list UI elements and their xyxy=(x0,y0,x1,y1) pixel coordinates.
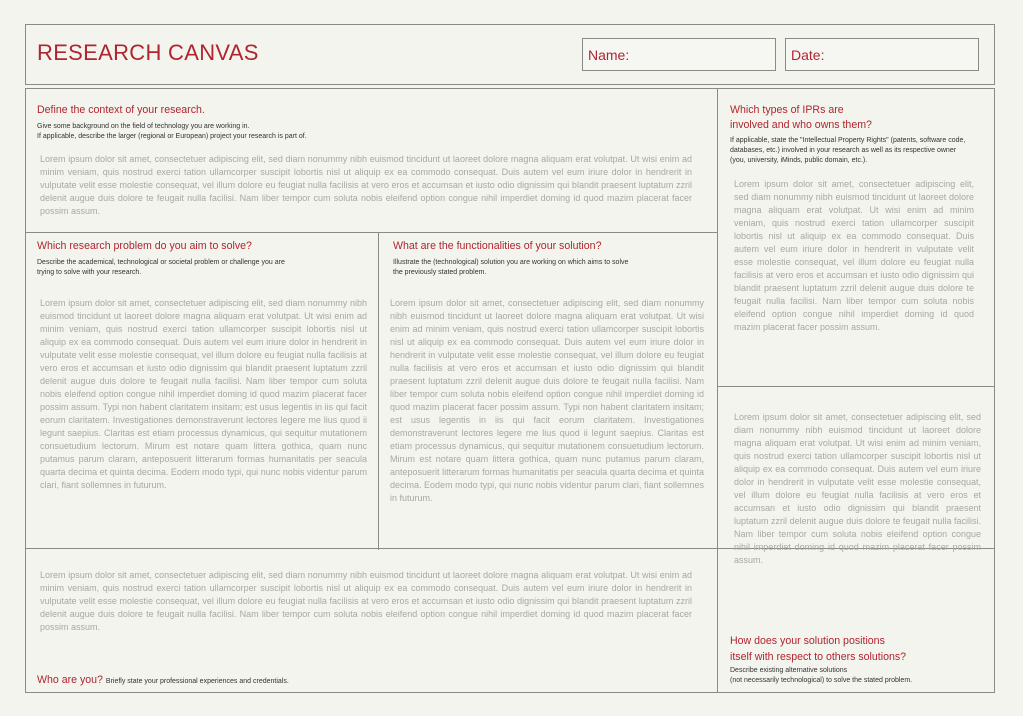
context-body[interactable]: Lorem ipsum dolor sit amet, consectetuer adipiscing elit, sed diam nonummy nibh euismod tincidunt ut laoreet dolore magna aliquam erat volutpat. Ut wisi enim ad minim veniam, quis nostrud exerci tation ullamcorper suscipit lobortis nisl ut aliquip ex ea commodo consequat. Duis autem vel eum iriure dolor in hendrerit in vulputate velit esse molestie consequat, vel illum dolore eu feugiat nulla facilisis at vero eros et accumsan et iusto odio dignissim qui blandit praesent luptatum zzril delenit augue duis dolore te feugait nulla facilisi. Nam liber tempor cum soluta nobis eleifend option congue nihil imperdiet doming id quod mazim placerat facer possim assum. xyxy=(40,154,692,216)
right-divider xyxy=(717,386,995,387)
problem-desc-2: trying to solve with your research. xyxy=(37,269,142,276)
right-column-divider xyxy=(717,88,718,693)
problem-heading: Which research problem do you aim to solve? xyxy=(37,240,252,252)
context-heading: Define the context of your research. xyxy=(37,104,205,116)
positioning-desc-1: Describe existing alternative solutions xyxy=(730,667,848,674)
date-field[interactable] xyxy=(785,38,979,71)
functionalities-body[interactable]: Lorem ipsum dolor sit amet, consectetuer adipiscing elit, sed diam nonummy nibh euismod tincidunt ut laoreet dolore magna aliquam erat volutpat. Ut wisi enim ad minim veniam, quis nostrud exerci tation ullamcorper suscipit lobortis nisl ut aliquip ex ea commodo consequat. Duis autem vel eum iriure dolor in hendrerit in vulputate velit esse molestie consequat, vel illum dolore eu feugiat nulla facilisis at vero eros et accumsan et iusto odio dignissim qui blandit praesent luptatum zzril delenit augue duis dolore te feugait nulla facilisi. Nam liber tempor cum soluta nobis eleifend option congue nihil imperdiet doming id quod mazim placerat facer possim assum. Typi non habent claritatem insitam; est usus legentis in iis qui facit eorum claritatem. Investigationes demonstraverunt lectores legere me lius quod ii legunt saepius. Claritas est etiam processus dynamicus, qui sequitur mutationem consuetudium lectorum. Mirum est notare quam littera gothica, quam nunc putamus parum claram, anteposuerit litterarum formas humanitatis per seacula quarta decima et quinta decima. Eodem modo typi, qui nunc nobis videntur parum clari, fiant sollemnes in futurum. xyxy=(390,298,704,503)
context-desc-2: If applicable, describe the larger (regional or European) project your research is part of. xyxy=(37,133,307,140)
ipr-body[interactable]: Lorem ipsum dolor sit amet, consectetuer adipiscing elit, sed diam nonummy nibh euismod tincidunt ut laoreet dolore magna aliquam erat volutpat. Ut wisi enim ad minim veniam, quis nostrud exerci tation ullamcorper suscipit lobortis nisl ut aliquip ex ea commodo consequat. Duis autem vel eum iriure dolor in hendrerit in vulputate velit esse molestie consequat, vel illum dolore eu feugiat nulla facilisis at vero eros et accumsan et iusto odio dignissim qui blandit praesent luptatum zzril delenit augue duis dolore te feugait nulla facilisi. Nam liber tempor cum soluta nobis eleifend option congue nihil imperdiet doming id quod mazim placerat facer possim assum. xyxy=(734,179,974,332)
positioning-heading-2: itself with respect to others solutions? xyxy=(730,651,907,663)
who-heading: Who are you? xyxy=(37,674,103,686)
ipr-heading-2: involved and who owns them? xyxy=(730,119,872,131)
who-heading-line xyxy=(37,673,289,689)
date-label: Date: xyxy=(791,47,825,63)
canvas-title: RESEARCH CANVAS xyxy=(37,40,259,65)
context-divider xyxy=(25,232,717,233)
ipr-desc-2: databases, etc.) involved in your research as well as its respective owner xyxy=(730,147,957,154)
functionalities-desc-2: the previously stated problem. xyxy=(393,269,487,276)
ipr-heading-1: Which types of IPRs are xyxy=(730,104,844,116)
name-field[interactable] xyxy=(582,38,776,71)
problem-body[interactable]: Lorem ipsum dolor sit amet, consectetuer adipiscing elit, sed diam nonummy nibh euismod tincidunt ut laoreet dolore magna aliquam erat volutpat. Ut wisi enim ad minim veniam, quis nostrud exerci tation ullamcorper suscipit lobortis nisl ut aliquip ex ea commodo consequat. Duis autem vel eum iriure dolor in hendrerit in vulputate velit esse molestie consequat, vel illum dolore eu feugiat nulla facilisis at vero eros et accumsan et iusto odio dignissim qui blandit praesent luptatum zzril delenit augue duis dolore te feugait nulla facilisi. Nam liber tempor cum soluta nobis eleifend option congue nihil imperdiet doming id quod mazim placerat facer possim assum. Typi non habent claritatem insitam; est usus legentis in iis qui facit eorum claritatem. Investigationes demonstraverunt lectores legere me lius quod ii legunt saepius. Claritas est etiam processus dynamicus, qui sequitur mutationem consuetudium lectorum. Mirum est notare quam littera gothica, quam nunc putamus parum claram, anteposuerit litterarum formas humanitatis per seacula quarta decima et quinta decima. Eodem modo typi, qui nunc nobis videntur parum clari, fiant sollemnes in futurum. xyxy=(40,298,367,490)
context-desc-1: Give some background on the field of technology you are working in. xyxy=(37,123,250,130)
who-body[interactable]: Lorem ipsum dolor sit amet, consectetuer adipiscing elit, sed diam nonummy nibh euismod tincidunt ut laoreet dolore magna aliquam erat volutpat. Ut wisi enim ad minim veniam, quis nostrud exerci tation ullamcorper suscipit lobortis nisl ut aliquip ex ea commodo consequat. Duis autem vel eum iriure dolor in hendrerit in vulputate velit esse molestie consequat, vel illum dolore eu feugiat nulla facilisis at vero eros et accumsan et iusto odio dignissim qui blandit praesent luptatum zzril delenit augue duis dolore te feugait nulla facilisi. Nam liber tempor cum soluta nobis eleifend option congue nihil imperdiet doming id quod mazim placerat facer possim assum. xyxy=(40,570,692,632)
positioning-desc-2: (not necessarily technological) to solve the stated problem. xyxy=(730,677,913,684)
name-label: Name: xyxy=(588,47,630,63)
ipr-desc-1: If applicable, state the "Intellectual Property Rights" (patents, software code, xyxy=(730,137,966,144)
ipr-desc-3: (you, university, iMinds, public domain, etc.). xyxy=(730,157,868,164)
positioning-heading-1: How does your solution positions xyxy=(730,635,885,647)
functionalities-heading: What are the functionalities of your solution? xyxy=(393,240,602,252)
problem-desc-1: Describe the academical, technological or societal problem or challenge you are xyxy=(37,259,285,266)
positioning-body[interactable]: Lorem ipsum dolor sit amet, consectetuer adipiscing elit, sed diam nonummy nibh euismod tincidunt ut laoreet dolore magna aliquam erat volutpat. Ut wisi enim ad minim veniam, quis nostrud exerci tation ullamcorper suscipit lobortis nisl ut aliquip ex ea commodo consequat. Duis autem vel eum iriure dolor in hendrerit in vulputate velit esse molestie consequat, vel illum dolore eu feugiat nulla facilisis at vero eros et accumsan et iusto odio dignissim qui blandit praesent luptatum zzril delenit augue duis dolore te feugait nulla facilisi. Nam liber tempor cum soluta nobis eleifend option congue nihil imperdiet doming id quod mazim placerat facer possim assum. xyxy=(734,412,981,565)
who-desc: Briefly state your professional experiences and credentials. xyxy=(105,678,289,685)
middle-divider xyxy=(378,232,379,550)
functionalities-desc-1: Illustrate the (technological) solution you are working on which aims to solve xyxy=(393,259,629,266)
